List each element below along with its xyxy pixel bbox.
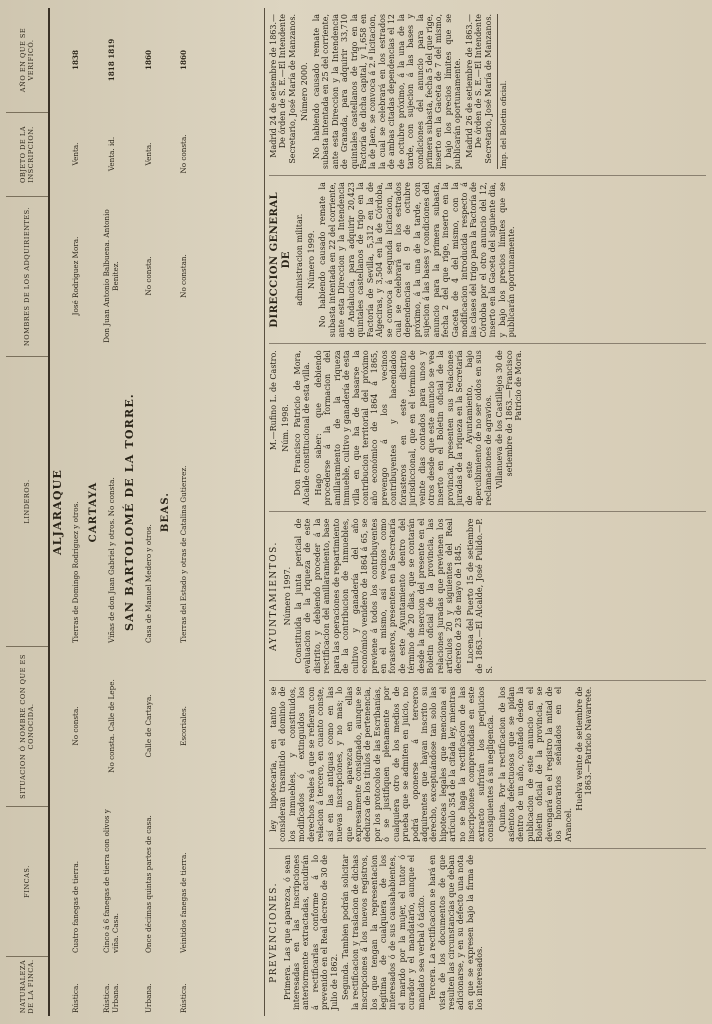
cell-acquirer: José Rodriguez Mora. bbox=[71, 236, 81, 316]
notice-number: Número 1997. bbox=[282, 566, 292, 626]
section-heading: PREVENCIONES. bbox=[269, 882, 279, 983]
cell-acquirer: No consta. bbox=[143, 256, 153, 296]
cell-year: 1818 1819 bbox=[106, 38, 116, 82]
cell-farm: Cuatro fanegas de tierra. bbox=[71, 860, 81, 953]
town-heading: ALJARAQUE bbox=[51, 468, 64, 556]
imprint: Imp. del Boletin oficial. bbox=[497, 14, 509, 169]
town-heading: BEAS. bbox=[160, 491, 171, 533]
text-column-direccion bbox=[269, 175, 706, 343]
signature: Huelva veinte de setiembre de 1863.—Patricio Navarrete. bbox=[575, 686, 594, 811]
cell-nature: Rústica. bbox=[71, 983, 81, 1013]
cell-situation: Escoriales. bbox=[179, 706, 188, 746]
cell-year: 1860 bbox=[179, 50, 188, 71]
paragraph: Lucena del Puerto 15 de setiembre de 1863.—El Alcalde, José Pulido.—P. S. bbox=[465, 518, 494, 674]
cell-year: 1838 bbox=[71, 50, 81, 71]
cell-farm: Once décimas quintas partes de casa. bbox=[143, 815, 153, 953]
paragraph: No habiendo causado remate la subasta intentada en 25 del corriente, ante esta Direccion y la Intendencia de Granada, para adquirir 33,710 quintales castellanos de trigo en la Factoría de dicha capital, y 1,658 en la de Jaen, se convoca á 2.ª licitacion, la cual se celebrará en los estrados de ambas citadas dependencias el 12 de octubre próximo, á la una de la tarde, con sujecion á las bases y condiciones del anuncio para la primera subasta, fecha 5 del que rige, inserto en la Gaceta de 7 del mismo, y bajo los precios límites que se publicarán oportunamente. bbox=[311, 13, 463, 170]
property-register-table bbox=[6, 8, 265, 1016]
town-heading: CARTAYA bbox=[87, 481, 99, 543]
text-column-notice-2000 bbox=[269, 8, 706, 175]
cell-object: Venta. bbox=[143, 142, 153, 166]
section-heading: AYUNTAMIENTOS. bbox=[269, 541, 279, 651]
cell-boundaries: Viñas de don Juan Gabriel y otros. No consta. bbox=[106, 477, 116, 643]
table-row bbox=[173, 8, 195, 1016]
header-acquirers: NOMBRES DE LOS ADQUIRIENTES. bbox=[6, 196, 48, 356]
paragraph: Hago saber: que debiendo procederse á la formacion del amillaramiento de la riqueza inmueble, cultivo y ganadería de esta villa en que ha de basarse la contribucion territorial del próximo año económico de 1864 á 1865, prevengo á los vecinos contribuyentes y hacendados forasteros en este distrito jurisdiccional, que en el término de veinte dias contados para unos y otros desde que este anuncio se vea inserto en el Boletin oficial de la provincia, presenten sus relaciones juradas de la riqueza en la Secretaría de este Ayuntamiento, bajo apercibimiento de no ser oidos en sus reclamaciones de agravios. bbox=[313, 350, 493, 506]
table-row bbox=[65, 8, 87, 1016]
cell-farm: Cinco á 6 fanegas de tierra con olivos y viña. Casa. bbox=[102, 809, 121, 953]
table-header bbox=[6, 8, 50, 1016]
text-column-notice-1998 bbox=[269, 343, 706, 511]
cell-acquirer: No constan. bbox=[179, 254, 188, 298]
header-situation: SITUACION Ó NOMBRE CON QUE ES CONOCIDA. bbox=[6, 646, 48, 806]
town-heading: SAN BARTOLOMÉ DE LA TORRE. bbox=[123, 393, 137, 631]
cell-boundaries: Tierras del Estado y otras de Catalina Gutierrez. bbox=[179, 465, 188, 643]
cell-boundaries: Tierras de Domingo Rodriguez y otros. bbox=[71, 501, 81, 643]
paragraph: Don Francisco Patricio de Mora, Alcalde constitucional de esta villa. bbox=[292, 350, 312, 506]
cell-situation: No consta. Calle de Lepe. bbox=[106, 679, 116, 773]
table-row bbox=[100, 8, 122, 1016]
paragraph: No habiendo causado remate la subasta intentada en 22 del corriente, ante esta Direccion y la Intendencia de Andalucía, para adquirir 20,423 quintales castellanos de trigo en la Factoría de Sevilla, 5,312 en la de Algeciras, y 3,504 en la de Córdoba, se convoca á segunda licitacion, la cual se celebrará en los estrados dependencias el 9 de octubre próximo, á la una de la tarde, con sujecion á las bases y condiciones del anuncio para la primera subasta, fecha 2 del que rige, inserto en la Gaceta de 4 del mismo, con la modificacion introducida respecto á las clases del trigo para la Factoría de Córdoba por el otro anuncio del 12, inserto en la Gaceta del siguiente dia, y bajo los precios límites que se publicarán oportunamente. bbox=[318, 182, 517, 338]
text-column-ayuntamientos bbox=[269, 511, 706, 679]
header-farms: FINCAS. bbox=[6, 806, 48, 956]
signature: Villanueva de los Castillejos 30 de setiembre de 1863.—Francisco Patricio de Mora. bbox=[495, 350, 523, 489]
paragraph: Tercera. La rectificacion se hará en vista de los documentos de que resulten las circunstancias que deban adicionarse, y en su defecto una nota en que se expresen bajo la firma de los interesados. bbox=[428, 854, 485, 1010]
header-year: AÑO EN QUE SE VERIFICÓ. bbox=[18, 27, 35, 93]
cell-nature: Rústica. bbox=[179, 983, 188, 1013]
paragraph: Quinta. Por la rectificacion de los asientos defectuosos que se pidan dentro de un año, contado desde la publicacion de este anuncio en el Boletin oficial de la provincia, se devengará en el registro la mitad de los honorarios señalados en el Arancel. bbox=[497, 686, 573, 842]
cell-object: No consta. bbox=[179, 134, 188, 174]
paragraph: Segunda. Tambien podrán solicitar la rectificacion y traslacion de dichas inscripciones á los nuevos registros, los que tengan la representacion legítima de cualquiera de los interesados ó de sus causahabientes, el marido por la mujer, el tutor ó curador y el mandatario, aunque el mandato sea verbal ó tácito. bbox=[341, 854, 426, 1010]
text-column-continuation bbox=[269, 680, 706, 848]
cell-year: 1860 bbox=[143, 50, 153, 71]
cell-situation: No consta. bbox=[71, 706, 81, 746]
table-row bbox=[137, 8, 159, 1016]
paragraph: Primera. Las que aparezca, ó sean interesadas en las inscripciones anteriormente extractadas, acudirán á rectificarlas conforme á lo prevenido en el Real decreto de 30 de Julio de 1862. bbox=[282, 854, 339, 1010]
notice-number: Número 2000. bbox=[300, 62, 310, 121]
text-column-prevenciones bbox=[269, 848, 706, 1016]
header-object: OBJETO DE LA INSCRIPCION. bbox=[6, 112, 48, 196]
header-nature: NATURALEZA DE LA FINCA. bbox=[6, 956, 48, 1016]
text-columns bbox=[265, 8, 706, 1016]
paragraph: Constituida la junta pericial de evaluacion de la riqueza de este distrito, y debiendo proceder á la rectificacion del amillaramiento, base para las operaciones de repartimiento de la contribucion de inmuebles, cultivo y ganadería del año económico venidero de 1864 á 65, se previene á todos los contribuyentes en el mismo, así vecinos como forasteros, presenten en la Secretaría de este Ayuntamiento dentro del término de 20 dias, que se contarán desde la insercion del presente en el Boletin oficial de la provincia, las relaciones juradas que previenen los artículos 20 y siguientes del Real decreto de 23 de mayo de 1845. bbox=[294, 518, 464, 674]
paragraph: ley hipotecaria, en tanto se consideran trasmitido el dominio de los inmuebles, y constituidos, modificados ó extinguidos los derechos reales á que se refieran con relacion á tercero, en cuanto conste, así en las antiguas como en las nuevas inscripciones, y no mas; lo que no aparezca en ellas expresamente consignado, aunque se deduzca de los títulos de pertenencia, por los protocolos de las Escribanías, ó se justifiquen plenamente por cualquiera otro de los medios de prueba que se admiten en juicio, no podrá oponerse á terceros adquirentes que hayan inscrito su derecho, exceptuándose tan solo las hipotecas legales que menciona el artículo 354 de la citada ley, mientras no se haga la rectificacion de las inscripciones comprendidas en este extracto sufrirán los perjuicios consiguientes á su negligencia. bbox=[269, 686, 496, 842]
signature: Madrid 26 de setiembre de 1863.—De órden de S. E.—El Intendente Secretario, José María de Manzanos. bbox=[464, 13, 493, 164]
cell-object: Venta. bbox=[71, 142, 81, 166]
cell-nature: Rústica. Urbana. bbox=[102, 983, 121, 1013]
cell-boundaries: Casa de Manuel Medero y otros. bbox=[143, 524, 153, 643]
section-heading: DIRECCION GENERAL DE bbox=[269, 191, 292, 328]
cell-situation: Calle de Cartaya. bbox=[143, 694, 153, 758]
section-subheading: administracion militar. bbox=[294, 213, 304, 306]
notice-number: Número 1999. bbox=[307, 230, 317, 290]
cell-acquirer: Don Juan Antonio Balbuena. Antonio Benitez. bbox=[102, 209, 121, 343]
notice-number: Núm. 1998. bbox=[281, 404, 291, 452]
signature: Madrid 24 de setiembre de 1863.—De órden de S. E.—El Intendente Secretario, José María de Manzanos. bbox=[269, 13, 297, 164]
cell-object: Venta. id. bbox=[106, 136, 116, 172]
signature: M.—Rufino L. de Castro. bbox=[269, 350, 278, 451]
header-boundaries: LINDEROS. bbox=[6, 356, 48, 646]
cell-nature: Urbana. bbox=[143, 983, 153, 1013]
cell-farm: Veintidos fanegas de tierra. bbox=[179, 852, 188, 953]
